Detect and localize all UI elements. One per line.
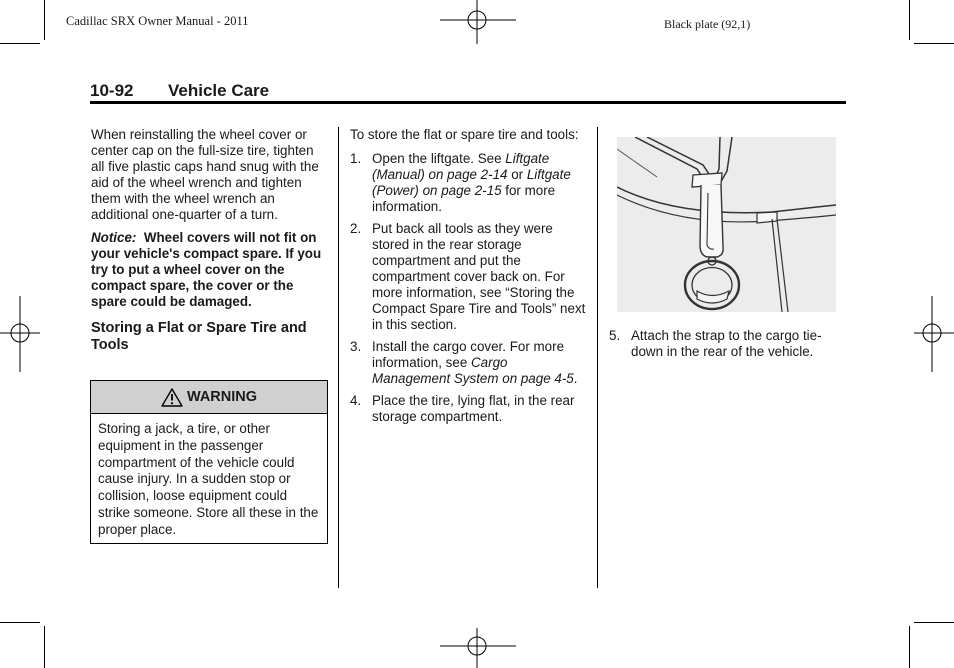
step-text: Put back all tools as they were stored in the rear storage compartment and put the compartment cover back on. For more information, see “Storing the Compact Spare Tire and Tools” next in this section.: [372, 221, 586, 332]
step-reference-link[interactable]: Cargo Management System on page 4-5: [372, 355, 574, 386]
step-3: [350, 339, 586, 387]
step-number: 4.: [350, 393, 362, 408]
wheel-cover-paragraph: When reinstalling the wheel cover or center cap on the full-size tire, tighten all five plastic caps hand snug with the aid of the wheel wrench and tighten them with the wheel wrench an additional one-quarter of a turn.: [91, 127, 319, 222]
section-title: Vehicle Care: [168, 81, 270, 100]
strap-tie-down-illustration-icon: [617, 137, 836, 312]
step-text: Place the tire, lying flat, in the rear storage compartment.: [372, 393, 575, 424]
subheading: Storing a Flat or Spare Tire and Tools: [91, 320, 307, 353]
column-2: [350, 127, 586, 425]
step-text: Open the liftgate. See: [372, 151, 506, 166]
column-divider-2: [597, 127, 598, 588]
registration-mark-right-icon: [914, 296, 954, 372]
notice-text: Wheel covers will not fit on your vehicle's compact spare. If you try to put a wheel cover on the compact spare, the cover or the spare could be damaged.: [91, 230, 322, 309]
plate-label: Black plate (92,1): [664, 17, 751, 31]
step-2: [350, 221, 586, 333]
step-text: or: [507, 167, 527, 182]
warning-box: [90, 380, 328, 544]
column-1: [91, 127, 327, 354]
warning-text: Storing a jack, a tire, or other equipment in the passenger compartment of the vehicle could cause injury. In a sudden stop or collision, loose equipment could strike someone. Store all these in the proper place.: [98, 421, 319, 537]
notice-paragraph: [91, 230, 327, 310]
step-number: 1.: [350, 151, 362, 166]
registration-mark-bottom-icon: [440, 628, 516, 668]
step-text: .: [573, 371, 578, 386]
step-number: 3.: [350, 339, 362, 354]
step-text: for more information.: [372, 183, 556, 214]
warning-label: WARNING: [186, 389, 258, 405]
step-reference-link[interactable]: Liftgate (Manual) on page 2-14: [372, 151, 550, 182]
step-text: Install the cargo cover. For more information, see: [372, 339, 565, 370]
manual-title: Cadillac SRX Owner Manual - 2011: [66, 14, 249, 28]
storage-intro: To store the flat or spare tire and tools:: [350, 127, 579, 142]
step-reference-link[interactable]: Liftgate (Power) on page 2-15: [372, 167, 571, 198]
warning-header: [91, 381, 327, 414]
attach-steps: [609, 328, 845, 360]
step-1: [350, 151, 586, 215]
title-rule: [90, 101, 846, 104]
registration-mark-left-icon: [0, 296, 40, 372]
page-number: 10-92: [90, 81, 134, 100]
step-number: 2.: [350, 221, 362, 236]
step-5: [609, 328, 845, 360]
registration-mark-top-icon: [440, 0, 516, 44]
step-number: 5.: [609, 328, 621, 343]
column-3: [609, 328, 845, 360]
step-text: Attach the strap to the cargo tie-down in the rear of the vehicle.: [631, 328, 822, 359]
storage-steps: [350, 151, 586, 425]
warning-triangle-icon: [161, 388, 183, 407]
notice-label: Notice:: [91, 230, 137, 245]
column-divider-1: [338, 127, 339, 588]
step-4: [350, 393, 586, 425]
